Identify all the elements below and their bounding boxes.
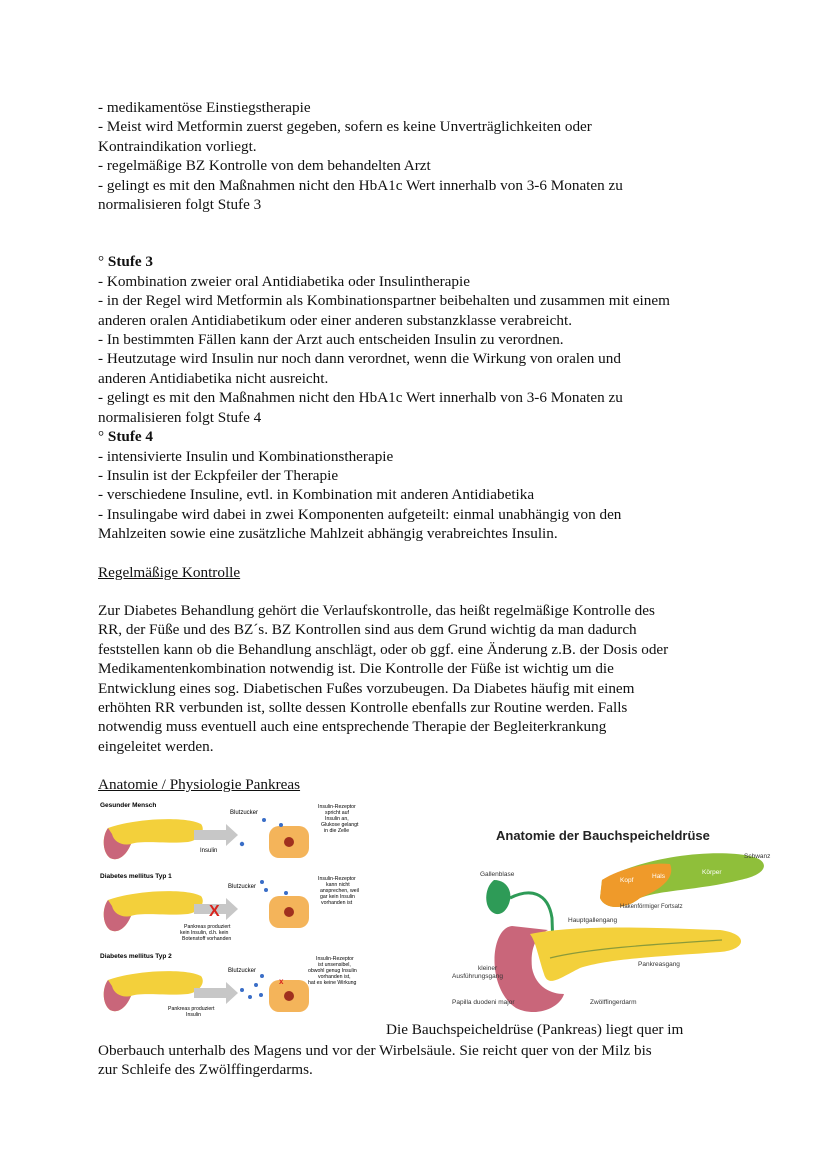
pancreas-head-shape [600, 864, 671, 907]
glucose-dot [260, 880, 264, 884]
section-heading-kontrolle: Regelmäßige Kontrolle [98, 563, 241, 581]
pancreas-anatomy-figure [440, 818, 810, 1018]
row-title: Diabetes mellitus Typ 2 [100, 953, 172, 960]
stufe2-block [98, 98, 738, 214]
row-type2 [100, 953, 358, 1018]
stufe4-block [98, 427, 738, 543]
text-line: eingeleitet werden. [98, 737, 214, 755]
text-line: - In bestimmten Fällen kann der Arzt auch entscheiden Insulin zu verordnen. [98, 331, 564, 349]
text-line: notwendig muss eventuell auch eine entsprechende Therapie der Begleiterkrankung [98, 718, 607, 736]
text-line: - gelingt es mit den Maßnahmen nicht den HbA1c Wert innerhalb von 3-6 Monaten zu [98, 389, 623, 407]
text-line: Entwicklung eines sog. Diabetischen Fußes vorzubeugen. Da Diabetes häufig mit einem [98, 679, 635, 697]
text-line: normalisieren folgt Stufe 4 [98, 408, 262, 426]
receptor-caption: Insulin-Rezeptor kann nicht ansprechen, weil gar kein Insulin vorhanden ist [318, 876, 359, 906]
text-line: - Insulingabe wird dabei in zwei Komponenten aufgeteilt: einmal unabhängig von den [98, 505, 622, 523]
glucose-dot [240, 842, 244, 846]
text-line: - in der Regel wird Metformin als Kombinationspartner beibehalten und zusammen mit einem [98, 292, 670, 310]
stufe4-title: Stufe 4 [107, 428, 154, 446]
text-line: Kontraindikation vorliegt. [98, 137, 257, 155]
text-line: Medikamentenkombination notwendig ist. Die Kontrolle der Füße ist wichtig um die [98, 660, 614, 678]
cell-nucleus [284, 991, 294, 1001]
blutzucker-label: Blutzucker [228, 884, 257, 890]
label-zwoelffingerdarm: Zwölffingerdarm [590, 999, 637, 1006]
glucose-dot [259, 993, 263, 997]
text-line: - verschiedene Insuline, evtl. in Kombination mit anderen Antidiabetika [98, 486, 535, 504]
label-papilla: Papilla duodeni major [452, 999, 515, 1006]
text-line: - gelingt es mit den Maßnahmen nicht den HbA1c Wert innerhalb von 3-6 Monaten zu [98, 176, 623, 194]
blutzucker-label: Blutzucker [228, 968, 257, 974]
glucose-dot [248, 995, 252, 999]
bullet-degree: ° [98, 428, 108, 446]
pancreas-body-shape [530, 928, 741, 981]
glucose-dot [260, 974, 264, 978]
text-line: normalisieren folgt Stufe 3 [98, 196, 262, 214]
blocked-cross-icon: x [279, 977, 284, 986]
text-line: - regelmäßige BZ Kontrolle von dem behandelten Arzt [98, 157, 431, 175]
section-heading-anatomie: Anatomie / Physiologie Pankreas [98, 776, 301, 794]
text-line: feststellen kann ob die Behandlung anschlägt, oder ob ggf. eine Änderung z.B. der Dosis oder [98, 640, 669, 658]
stufe3-block [98, 252, 738, 427]
blutzucker-label: Blutzucker [230, 810, 259, 816]
text-line: erhöhten RR verbunden ist, sollte dessen Kontrolle ebenfalls zur Routine werden. Falls [98, 698, 628, 716]
figure-caption: Die Bauchspeicheldrüse (Pankreas) liegt quer im [386, 1021, 684, 1038]
label-kopf: Kopf [620, 877, 634, 884]
blocked-cross-icon: X [209, 903, 220, 920]
glucose-dot [279, 823, 283, 827]
text-line: - Kombination zweier oral Antidiabetika oder Insulintherapie [98, 272, 470, 290]
glucose-dot [254, 983, 258, 987]
text-line: Mahlzeiten sowie eine zusätzliche Mahlzeit abhängig verabreichtes Insulin. [98, 525, 558, 543]
text-line: anderen oralen Antidiabetikum oder einer anderen substanzklasse verabreicht. [98, 311, 572, 329]
text-line: - Heutzutage wird Insulin nur noch dann verordnet, wenn die Wirkung von oralen und [98, 350, 621, 368]
cell-nucleus [284, 837, 294, 847]
stufe3-heading [98, 252, 738, 271]
cell-nucleus [284, 907, 294, 917]
text-line: Oberbauch unterhalb des Magens und vor der Wirbelsäule. Sie reicht quer von der Milz bis [98, 1042, 652, 1059]
arrow-label: Insulin [200, 848, 218, 854]
text-line: - Meist wird Metformin zuerst gegeben, sofern es keine Unverträglichkeiten oder [98, 118, 592, 136]
label-pankreasgang: Pankreasgang [638, 961, 680, 968]
text-line: zur Schleife des Zwölffingerdarms. [98, 1061, 313, 1079]
label-schwanz: Schwanz [744, 853, 771, 860]
receptor-caption: Insulin-Rezeptor spricht auf Insulin an, Glukose gelangt in die Zelle [318, 804, 359, 834]
glucose-dot [240, 988, 244, 992]
pancreas-caption: Pankreas produziert kein Insulin, d.h. kein Botenstoff vorhanden [180, 924, 232, 942]
stufe4-heading [98, 427, 738, 446]
text-line: Zur Diabetes Behandlung gehört die Verlaufskontrolle, das heißt regelmäßige Kontrolle des [98, 601, 655, 619]
label-hakenfoermiger: Hakenförmiger Fortsatz [620, 904, 683, 910]
text-line: - intensivierte Insulin und Kombinationstherapie [98, 447, 394, 465]
glucose-dot [284, 891, 288, 895]
row-title: Diabetes mellitus Typ 1 [100, 873, 172, 880]
text-line: - medikamentöse Einstiegstherapie [98, 99, 311, 116]
label-hals: Hals [652, 873, 666, 880]
kontrolle-block [98, 563, 738, 757]
row-type1 [100, 873, 360, 942]
insulin-mechanism-figure [96, 800, 396, 1024]
label-hauptgallengang: Hauptgallengang [568, 917, 618, 924]
label-kleiner-gang: kleiner Ausführungsgang [452, 965, 503, 980]
figure-title: Anatomie der Bauchspeicheldrüse [496, 828, 710, 843]
label-gallenblase: Gallenblase [480, 871, 515, 878]
pancreas-caption: Pankreas produziert Insulin [168, 1006, 215, 1018]
glucose-dot [264, 888, 268, 892]
stufe3-title: Stufe 3 [107, 253, 154, 271]
glucose-dot [262, 818, 266, 822]
caption-continuation [98, 1041, 738, 1080]
receptor-caption: Insulin-Rezeptor ist unsensibel, obwohl genug Insulin vorhanden ist, hat es keine Wirkung [308, 956, 357, 986]
gallbladder-shape [486, 880, 510, 914]
text-line: anderen Antidiabetika nicht ausreicht. [98, 369, 329, 387]
label-koerper: Körper [702, 869, 722, 876]
row-title: Gesunder Mensch [100, 802, 157, 809]
document-body [98, 98, 738, 795]
row-healthy [100, 802, 360, 859]
bullet-degree: ° [98, 253, 108, 271]
text-line: RR, der Füße und des BZ´s. BZ Kontrollen sind aus dem Grund wichtig da man dadurch [98, 621, 637, 639]
text-line: - Insulin ist der Eckpfeiler der Therapie [98, 466, 339, 484]
